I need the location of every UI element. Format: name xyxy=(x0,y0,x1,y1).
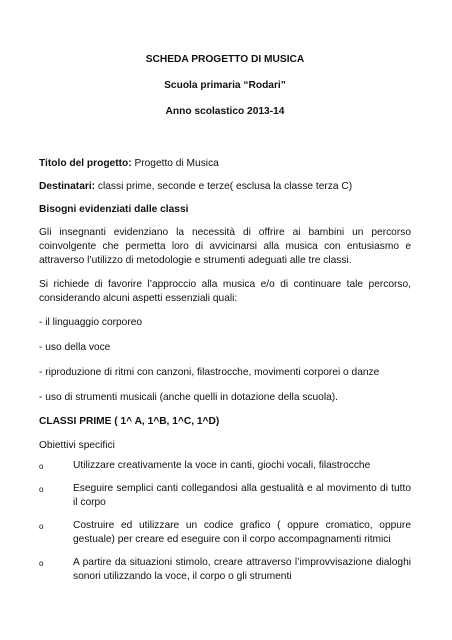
objectives-list xyxy=(39,459,411,584)
recipients-line xyxy=(39,180,411,194)
project-title-label: Titolo del progetto: xyxy=(39,158,132,169)
bullet-icon: o xyxy=(39,462,44,471)
document-content xyxy=(39,53,411,584)
needs-list-item: - uso della voce xyxy=(39,342,111,353)
needs-paragraph-2: Si richiede di favorire l’approccio alla musica e/o di continuare tale percorso, considerando alcuni aspetti essenziali quali: xyxy=(39,279,411,304)
recipients-value: classi prime, seconde e terze( esclusa la classe terza C) xyxy=(95,181,353,192)
bullet-icon: o xyxy=(39,522,44,531)
classes-heading: CLASSI PRIME ( 1^ A, 1^B, 1^C, 1^D) xyxy=(39,416,220,427)
needs-paragraph-1: Gli insegnanti evidenziano la necessità di offrire ai bambini un percorso coinvolgente che permetta loro di avvicinarsi alla musica con entusiasmo e attraverso l’utilizzo di metodologie e strumenti adeguati alle tre classi. xyxy=(39,227,411,266)
objective-item xyxy=(39,556,411,584)
objective-text: Costruire ed utilizzare un codice grafico ( oppure cromatico, oppure gestuale) per creare ed eseguire con il corpo accompagnamenti ritmici xyxy=(73,520,411,545)
needs-list xyxy=(39,316,411,405)
school-year: Anno scolastico 2013-14 xyxy=(165,106,285,117)
objective-item xyxy=(39,459,411,473)
objective-text: Utilizzare creativamente la voce in canti, giochi vocali, filastrocche xyxy=(73,460,371,471)
school-name: Scuola primaria “Rodari” xyxy=(164,80,286,91)
document-title: SCHEDA PROGETTO DI MUSICA xyxy=(145,54,305,65)
objectives-heading: Obiettivi specifici xyxy=(39,440,115,451)
bullet-icon: o xyxy=(39,485,44,494)
recipients-label: Destinatari: xyxy=(39,181,96,192)
bullet-icon: o xyxy=(39,559,44,568)
project-title-line xyxy=(39,157,411,171)
needs-list-item: - uso di strumenti musicali (anche quelli in dotazione della scuola). xyxy=(39,392,338,403)
objective-item xyxy=(39,519,411,547)
objective-text: A partire da situazioni stimolo, creare attraverso l’improvvisazione dialoghi sonori utilizzando la voce, il corpo o gli strumenti xyxy=(73,557,411,582)
objective-text: Eseguire semplici canti collegandosi alla gestualità e al movimento di tutto il corpo xyxy=(73,483,411,508)
objective-item xyxy=(39,482,411,510)
needs-list-item: - il linguaggio corporeo xyxy=(39,317,143,328)
needs-heading: Bisogni evidenziati dalle classi xyxy=(39,204,189,215)
needs-list-item: - riproduzione di ritmi con canzoni, filastrocche, movimenti corporei o danze xyxy=(39,367,380,378)
project-title-value: Progetto di Musica xyxy=(131,158,219,169)
